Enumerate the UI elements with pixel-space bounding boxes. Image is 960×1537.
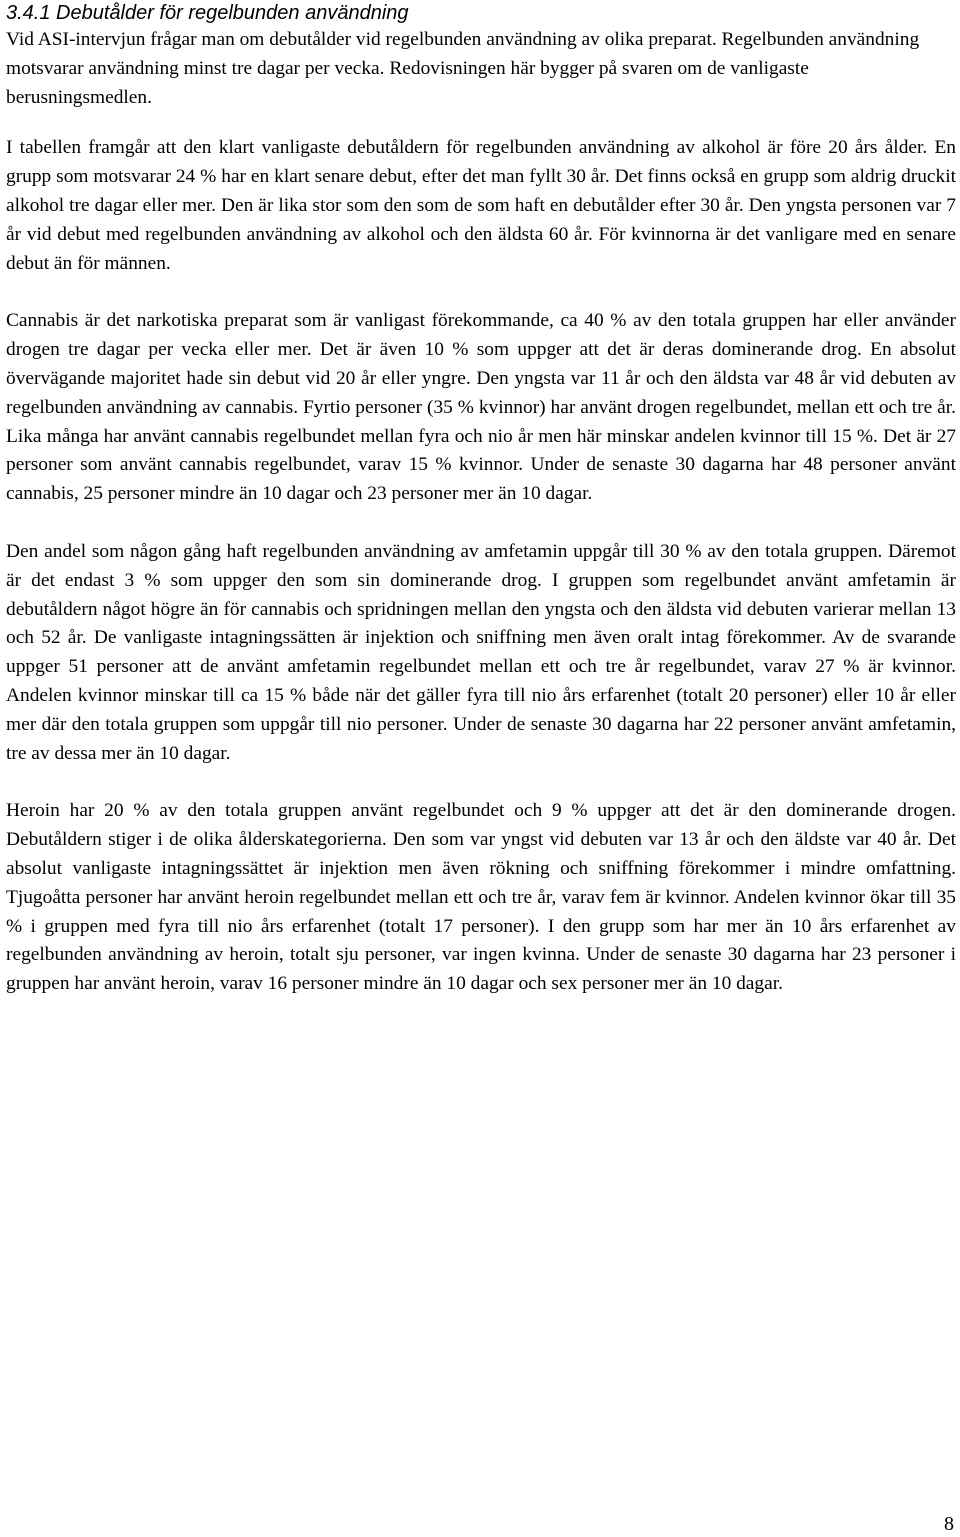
paragraph-cannabis: Cannabis är det narkotiska preparat som är vanligast förekommande, ca 40 % av den totala gruppen har eller använder drogen tre dagar per vecka eller mer. Det är även 10 % som uppger att det är deras dominerande drog. En absolut övervägande majoritet hade sin debut vid 20 år eller yngre. Den yngsta var 11 år och den äldsta var 48 år vid debuten av regelbunden användning av cannabis. Fyrtio personer (35 % kvinnor) har använt drogen regelbundet, mellan ett och tre år. Lika många har använt cannabis regelbundet mellan fyra och nio år men här minskar andelen kvinnor till 15 %. Det är 27 personer som använt cannabis regelbundet, varav 15 % kvinnor. Under de senaste 30 dagarna har 48 personer använt cannabis, 25 personer mindre än 10 dagar och 23 personer mer än 10 dagar. <box>6 310 956 505</box>
intro-paragraph: Vid ASI-intervjun frågar man om debutålder vid regelbunden användning av olika preparat. Regelbunden användning motsvarar användning minst tre dagar per vecka. Redovisningen här bygger på svaren om de vanligaste berusningsmedlen. <box>6 29 920 108</box>
paragraph-alcohol: I tabellen framgår att den klart vanligaste debutåldern för regelbunden användning av alkohol är före 20 års ålder. En grupp som motsvarar 24 % har en klart senare debut, efter det man fyllt 30 år. Det finns också en grupp som aldrig druckit alkohol tre dagar eller mer. Den är lika stor som den som de som haft en debutålder efter 30 år. Den yngsta personen var 7 år vid debut med regelbunden användning av alkohol och den äldsta 60 år. För kvinnorna är det vanligare med en senare debut än för männen. <box>6 137 956 274</box>
document-page <box>6 0 956 999</box>
section-heading: 3.4.1 Debutålder för regelbunden användning <box>6 2 409 24</box>
paragraph-amphetamine: Den andel som någon gång haft regelbunden användning av amfetamin uppgår till 30 % av den totala gruppen. Däremot är det endast 3 % som uppger den som sin dominerande drog. I gruppen som regelbundet använt amfetamin är debutåldern något högre än för cannabis och spridningen mellan den yngsta och den äldsta vid debuten varierar mellan 13 och 52 år. De vanligaste intagningssätten är injektion och sniffning men även oralt intag förekommer. Av de svarande uppger 51 personer att de använt amfetamin regelbundet mellan ett och tre år regelbundet, varav 27 % är kvinnor. Andelen kvinnor minskar till ca 15 % både när det gäller fyra till nio års erfarenhet (totalt 20 personer) eller 10 år eller mer där den totala gruppen som uppgår till nio personer. Under de senaste 30 dagarna har 22 personer använt amfetamin, tre av dessa mer än 10 dagar. <box>6 540 956 764</box>
paragraph-heroin: Heroin har 20 % av den totala gruppen använt regelbundet och 9 % uppger att det är den dominerande drogen. Debutåldern stiger i de olika ålderskategorierna. Den som var yngst vid debuten var 13 år och den äldste var 40 år. Det absolut vanligaste intagningssättet är injektion men även rökning och sniffning förekommer i mindre omfattning. Tjugoåtta personer har använt heroin regelbundet mellan ett och tre år, varav fem är kvinnor. Andelen kvinnor ökar till 35 % i gruppen med fyra till nio års erfarenhet (totalt 17 personer). I den grupp som har mer än 10 års erfarenhet av regelbunden användning av heroin, totalt sju personer, var ingen kvinna. Under de senaste 30 dagarna har 23 personer i gruppen har använt heroin, varav 16 personer mindre än 10 dagar och sex personer mer än 10 dagar. <box>6 800 956 995</box>
page-number: 8 <box>944 1513 954 1535</box>
